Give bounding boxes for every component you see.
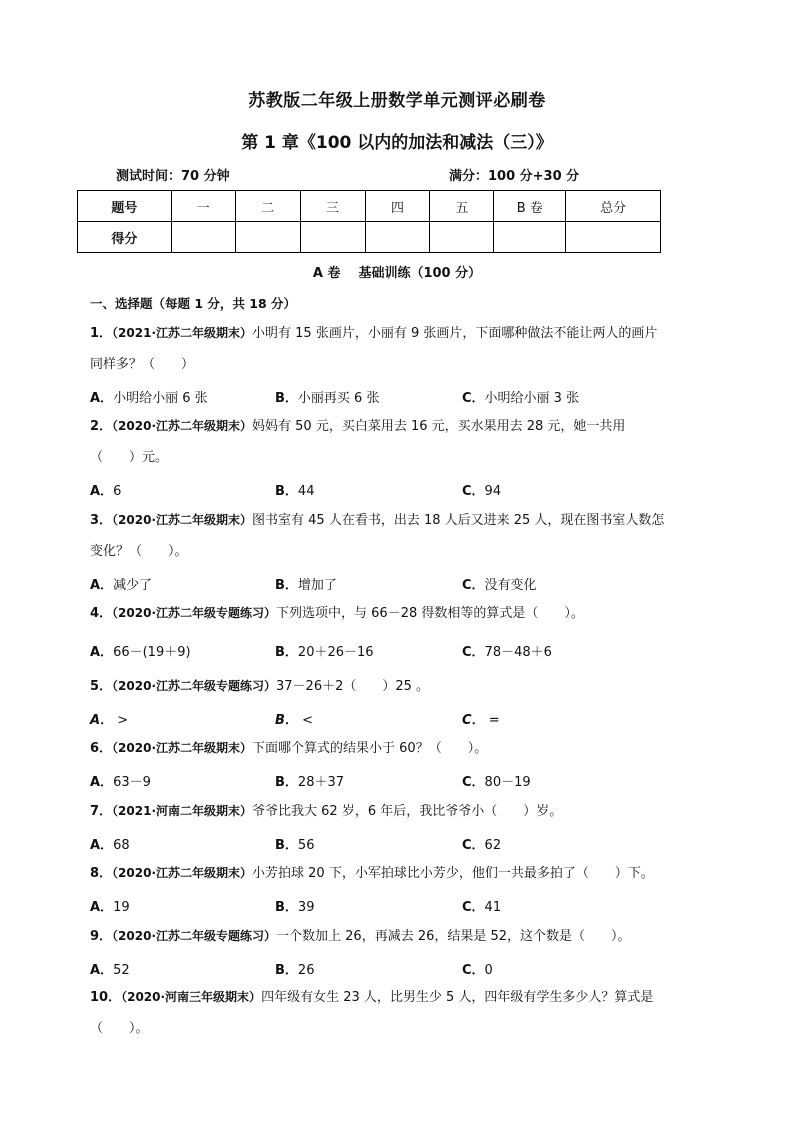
option-b[interactable]: B．44	[275, 484, 315, 499]
question-3	[90, 505, 710, 567]
question-number: 7．	[90, 804, 113, 819]
part-heading: 一、选择题（每题 1 分，共 18 分）	[90, 296, 297, 311]
option-c[interactable]: C．41	[462, 900, 502, 915]
question-2-options	[90, 480, 710, 500]
option-a[interactable]: A．小明给小丽 6 张	[90, 391, 208, 406]
question-source: （2021·江苏二年级期末）	[112, 326, 253, 340]
option-c[interactable]: C．没有变化	[462, 578, 537, 593]
option-b[interactable]: B． <	[275, 713, 313, 728]
question-10	[90, 982, 710, 1044]
score-input-cell[interactable]	[365, 222, 430, 253]
score-header-cell: 五	[430, 191, 494, 222]
option-a[interactable]: A．63－9	[90, 775, 151, 790]
question-source: （2021·河南二年级期末）	[112, 804, 253, 818]
question-number: 1．	[90, 326, 113, 341]
score-input-cell[interactable]	[171, 222, 235, 253]
question-source: （2020·江苏二年级期末）	[112, 513, 253, 527]
question-number: 8．	[90, 866, 113, 881]
question-number: 6．	[90, 741, 113, 756]
question-text: 图书室有 45 人在看书，出去 18 人后又进来 25 人，现在图书室人数怎	[252, 513, 665, 528]
score-header-cell: 三	[300, 191, 365, 222]
option-c[interactable]: C． =	[462, 713, 500, 728]
option-c[interactable]: C．0	[462, 963, 493, 978]
exam-title: 苏教版二年级上册数学单元测评必刷卷	[248, 91, 546, 111]
option-b[interactable]: B．39	[275, 900, 315, 915]
score-header-cell: 题号	[78, 191, 172, 222]
score-header-cell: 总分	[566, 191, 661, 222]
question-3-options	[90, 574, 710, 594]
question-source: （2020·江苏二年级期末）	[112, 741, 253, 755]
section-label-b: 基础训练（100 分）	[358, 266, 482, 281]
option-b[interactable]: B．增加了	[275, 578, 337, 593]
score-input-cell[interactable]	[235, 222, 300, 253]
option-c[interactable]: C．小明给小丽 3 张	[462, 391, 580, 406]
score-header-cell: 四	[365, 191, 430, 222]
question-9-options	[90, 959, 710, 979]
score-input-cell[interactable]	[566, 222, 661, 253]
option-b[interactable]: B．26	[275, 963, 315, 978]
score-header-cell: 二	[235, 191, 300, 222]
option-b[interactable]: B．56	[275, 838, 315, 853]
score-header-cell: B 卷	[494, 191, 566, 222]
score-table-score-row	[78, 222, 661, 253]
option-b[interactable]: B．小丽再买 6 张	[275, 391, 380, 406]
section-label-a: A 卷	[312, 266, 341, 281]
question-2	[90, 411, 710, 473]
question-4-options	[90, 641, 710, 661]
question-4	[90, 598, 710, 629]
question-source: （2020·江苏二年级专题练习）	[112, 929, 277, 943]
chapter-title: 第 1 章《100 以内的加法和减法（三）》	[241, 133, 553, 153]
question-text: 下面哪个算式的结果小于 60？（ ）。	[252, 741, 488, 756]
question-1-options	[90, 387, 710, 407]
option-a[interactable]: A．减少了	[90, 578, 153, 593]
question-number: 3．	[90, 513, 113, 528]
question-source: （2020·江苏二年级专题练习）	[112, 606, 277, 620]
question-8	[90, 858, 710, 889]
option-a[interactable]: A．52	[90, 963, 130, 978]
full-score: 满分：100 分+30 分	[449, 169, 580, 184]
question-source: （2020·江苏二年级期末）	[112, 419, 253, 433]
option-a[interactable]: A．6	[90, 484, 122, 499]
option-a[interactable]: A．66－(19＋9)	[90, 645, 191, 660]
test-time: 测试时间：70 分钟	[116, 169, 230, 184]
question-number: 10．	[90, 990, 122, 1005]
option-c[interactable]: C．62	[462, 838, 502, 853]
question-text-cont: （ ）。	[90, 1021, 149, 1036]
question-9	[90, 921, 710, 952]
question-6	[90, 733, 710, 764]
question-1	[90, 318, 710, 380]
question-text-cont: （ ）元。	[90, 450, 169, 465]
score-header-cell: 一	[171, 191, 235, 222]
score-input-cell[interactable]	[430, 222, 494, 253]
question-text: 爷爷比我大 62 岁，6 年后，我比爷爷小（ ）岁。	[252, 804, 563, 819]
question-5-options	[90, 709, 710, 729]
score-row-label: 得分	[78, 222, 172, 253]
option-a[interactable]: A．19	[90, 900, 130, 915]
score-input-cell[interactable]	[494, 222, 566, 253]
question-text-cont: 变化？（ ）。	[90, 544, 188, 559]
question-text: 下列选项中，与 66－28 得数相等的算式是（ ）。	[276, 606, 584, 621]
question-number: 5．	[90, 679, 113, 694]
question-text: 一个数加上 26，再减去 26，结果是 52，这个数是（ ）。	[276, 929, 631, 944]
question-text: 37－26＋2（ ）25 。	[276, 679, 430, 694]
option-c[interactable]: C．80－19	[462, 775, 531, 790]
question-6-options	[90, 771, 710, 791]
score-table-header-row	[78, 191, 661, 222]
question-source: （2020·江苏二年级专题练习）	[112, 679, 277, 693]
option-b[interactable]: B．28＋37	[275, 775, 345, 790]
question-7-options	[90, 834, 710, 854]
score-input-cell[interactable]	[300, 222, 365, 253]
question-source: （2020·江苏二年级期末）	[112, 866, 253, 880]
section-heading	[0, 262, 794, 281]
question-text: 小芳拍球 20 下，小军拍球比小芳少，他们一共最多拍了（ ）下。	[252, 866, 654, 881]
option-a[interactable]: A．68	[90, 838, 130, 853]
option-b[interactable]: B．20＋26－16	[275, 645, 374, 660]
question-8-options	[90, 896, 710, 916]
option-a[interactable]: A． >	[90, 713, 129, 728]
option-c[interactable]: C．78－48＋6	[462, 645, 552, 660]
score-table	[77, 190, 661, 253]
question-text: 四年级有女生 23 人，比男生少 5 人，四年级有学生多少人？算式是	[261, 990, 654, 1005]
question-number: 2．	[90, 419, 113, 434]
question-number: 4．	[90, 606, 113, 621]
question-7	[90, 796, 710, 827]
question-5	[90, 671, 710, 702]
question-text-cont: 同样多？（ ）	[90, 357, 195, 372]
question-source: （2020·河南三年级期末）	[121, 990, 262, 1004]
option-c[interactable]: C．94	[462, 484, 502, 499]
question-text: 妈妈有 50 元，买白菜用去 16 元，买水果用去 28 元，她一共用	[252, 419, 626, 434]
question-text: 小明有 15 张画片，小丽有 9 张画片，下面哪种做法不能让两人的画片	[252, 326, 658, 341]
question-number: 9．	[90, 929, 113, 944]
